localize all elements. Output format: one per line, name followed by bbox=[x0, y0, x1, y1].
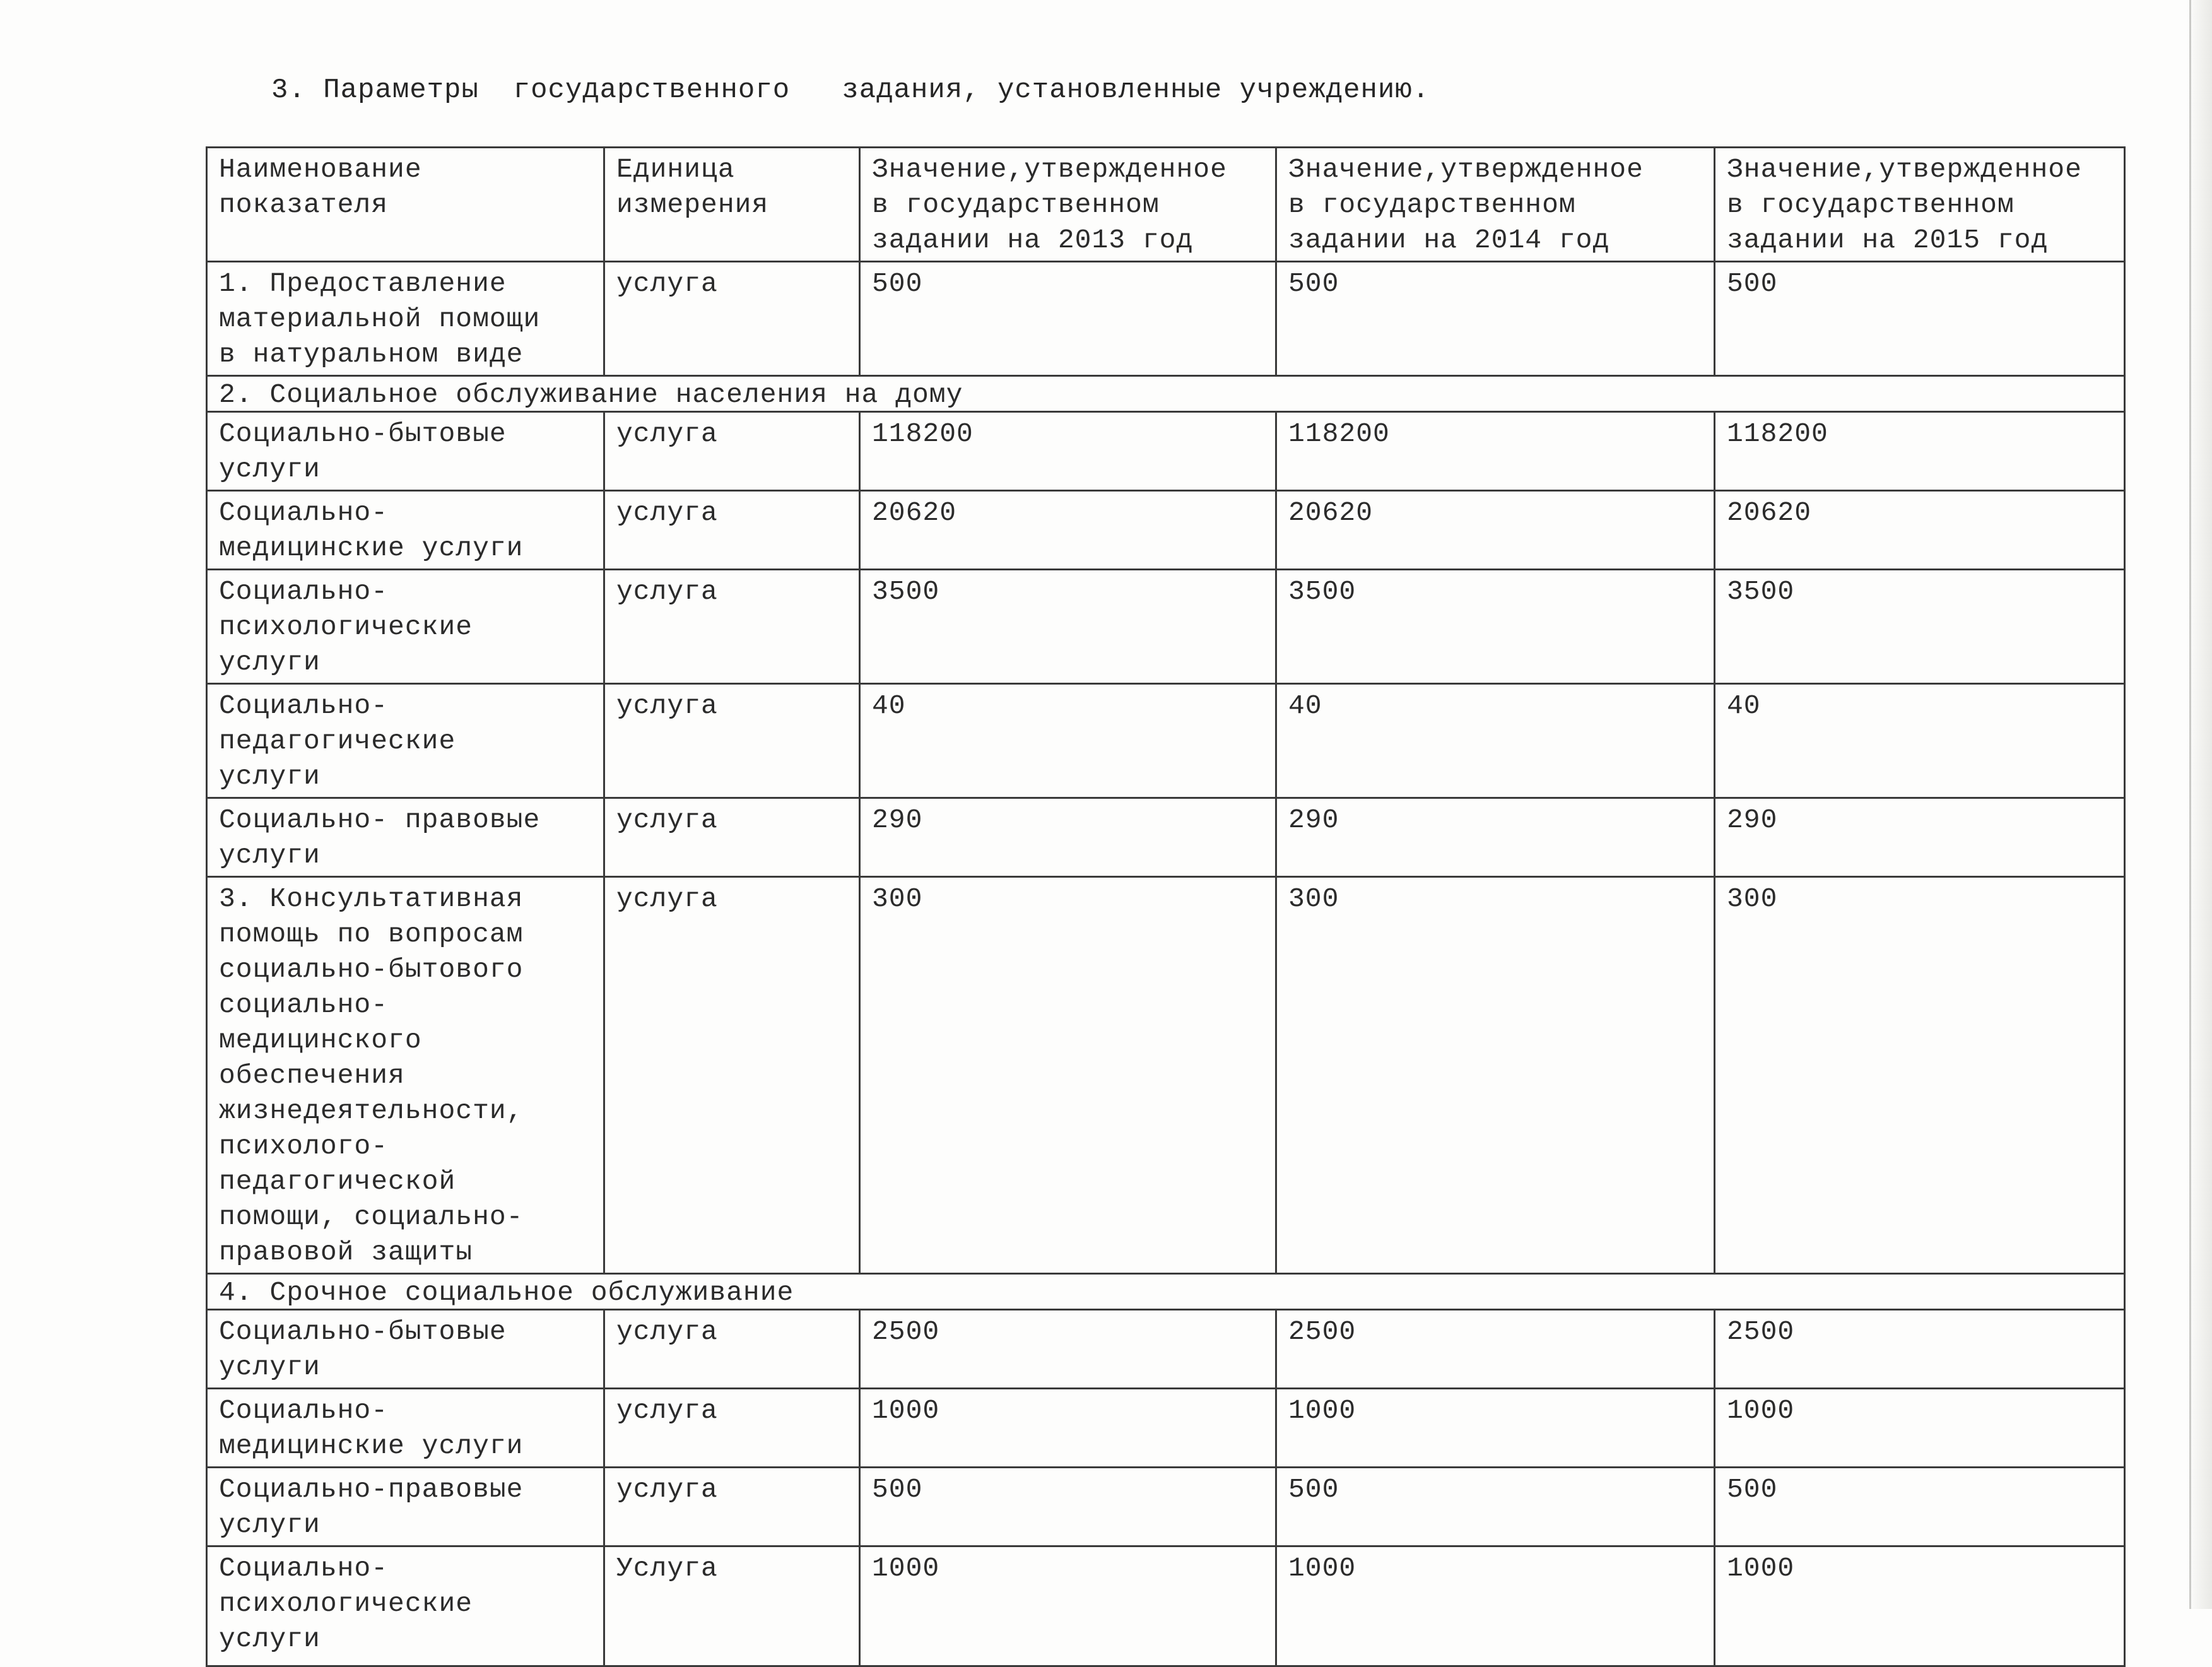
cell-value-2013 bbox=[860, 570, 1276, 684]
cell-value-2013 bbox=[860, 1310, 1276, 1389]
cell-indicator-name bbox=[207, 877, 604, 1274]
cell-indicator-name bbox=[207, 262, 604, 376]
cell-value-2013 bbox=[860, 684, 1276, 798]
indicator-name-text: Социально- педагогические услуги bbox=[219, 690, 456, 792]
cell-indicator-name bbox=[207, 798, 604, 877]
cell-value-2013 bbox=[860, 798, 1276, 877]
table-row bbox=[207, 570, 2125, 684]
value-2015-text: 1000 bbox=[1727, 1395, 1795, 1426]
header-value-2015-text: Значение,утвержденное в государственном задании на 2015 год bbox=[1727, 154, 2082, 256]
cell-unit bbox=[604, 1468, 860, 1546]
indicator-name-text: 1. Предоставление материальной помощи в натуральном виде bbox=[219, 268, 541, 370]
unit-text: Услуга bbox=[616, 1553, 718, 1584]
header-value-2013 bbox=[860, 148, 1276, 262]
cell-value-2015 bbox=[1715, 1546, 2125, 1666]
value-2014-text: 3500 bbox=[1288, 576, 1356, 607]
table-row bbox=[207, 412, 2125, 491]
value-2014-text: 40 bbox=[1288, 690, 1322, 721]
cell-value-2015 bbox=[1715, 798, 2125, 877]
unit-text: услуга bbox=[616, 804, 718, 835]
cell-indicator-name bbox=[207, 491, 604, 570]
header-value-2014-text: Значение,утвержденное в государственном задании на 2014 год bbox=[1288, 154, 1644, 256]
cell-value-2014 bbox=[1276, 262, 1715, 376]
value-2015-text: 1000 bbox=[1727, 1553, 1795, 1584]
value-2015-text: 300 bbox=[1727, 883, 1778, 914]
table-section-row bbox=[207, 1274, 2125, 1310]
value-2013-text: 1000 bbox=[872, 1395, 940, 1426]
value-2013-text: 500 bbox=[872, 268, 923, 299]
value-2013-text: 1000 bbox=[872, 1553, 940, 1584]
cell-indicator-name bbox=[207, 1546, 604, 1666]
unit-text: услуга bbox=[616, 883, 718, 914]
cell-value-2014 bbox=[1276, 798, 1715, 877]
cell-value-2014 bbox=[1276, 1389, 1715, 1468]
cell-value-2015 bbox=[1715, 491, 2125, 570]
value-2014-text: 300 bbox=[1288, 883, 1339, 914]
value-2014-text: 1000 bbox=[1288, 1395, 1356, 1426]
cell-value-2014 bbox=[1276, 1468, 1715, 1546]
indicator-name-text: Социально- психологические услуги bbox=[219, 1553, 473, 1654]
header-value-2015 bbox=[1715, 148, 2125, 262]
value-2013-text: 2500 bbox=[872, 1316, 940, 1347]
table-header-row bbox=[207, 148, 2125, 262]
cell-unit bbox=[604, 1310, 860, 1389]
value-2015-text: 290 bbox=[1727, 804, 1778, 835]
cell-value-2014 bbox=[1276, 491, 1715, 570]
cell-value-2015 bbox=[1715, 877, 2125, 1274]
indicator-name-text: Социально- психологические услуги bbox=[219, 576, 473, 678]
unit-text: услуга bbox=[616, 418, 718, 449]
cell-value-2014 bbox=[1276, 1546, 1715, 1666]
table-row bbox=[207, 684, 2125, 798]
cell-value-2014 bbox=[1276, 570, 1715, 684]
header-value-2013-text: Значение,утвержденное в государственном задании на 2013 год bbox=[872, 154, 1227, 256]
value-2015-text: 500 bbox=[1727, 1474, 1778, 1505]
table-row bbox=[207, 1310, 2125, 1389]
indicator-name-text: Социально-правовые услуги bbox=[219, 1474, 524, 1540]
scan-edge-line bbox=[2189, 0, 2191, 1609]
value-2015-text: 500 bbox=[1727, 268, 1778, 299]
indicator-name-text: Социально-бытовые услуги bbox=[219, 418, 507, 485]
unit-text: услуга bbox=[616, 576, 718, 607]
header-indicator-name-text: Наименование показателя bbox=[219, 154, 422, 220]
unit-text: услуга bbox=[616, 268, 718, 299]
cell-value-2013 bbox=[860, 1546, 1276, 1666]
table-row bbox=[207, 877, 2125, 1274]
unit-text: услуга bbox=[616, 1395, 718, 1426]
cell-unit bbox=[604, 798, 860, 877]
cell-value-2015 bbox=[1715, 262, 2125, 376]
table-row bbox=[207, 1389, 2125, 1468]
cell-value-2014 bbox=[1276, 412, 1715, 491]
cell-indicator-name bbox=[207, 570, 604, 684]
value-2013-text: 500 bbox=[872, 1474, 923, 1505]
cell-value-2013 bbox=[860, 491, 1276, 570]
value-2014-text: 500 bbox=[1288, 268, 1339, 299]
cell-indicator-name bbox=[207, 412, 604, 491]
indicator-name-text: Социально- медицинские услуги bbox=[219, 497, 524, 563]
value-2013-text: 290 bbox=[872, 804, 923, 835]
parameters-table bbox=[206, 146, 2126, 1667]
cell-value-2013 bbox=[860, 1468, 1276, 1546]
cell-indicator-name bbox=[207, 1468, 604, 1546]
cell-value-2014 bbox=[1276, 877, 1715, 1274]
cell-value-2015 bbox=[1715, 684, 2125, 798]
cell-unit bbox=[604, 1389, 860, 1468]
value-2014-text: 20620 bbox=[1288, 497, 1374, 528]
indicator-name-text: 3. Консультативная помощь по вопросам социально-бытового социально- медицинского обеспечения жизнедеятельности, психолого- педагогической помощи, социально- правовой защиты bbox=[219, 883, 524, 1268]
unit-text: услуга bbox=[616, 1316, 718, 1347]
value-2014-text: 290 bbox=[1288, 804, 1339, 835]
value-2013-text: 3500 bbox=[872, 576, 940, 607]
value-2014-text: 1000 bbox=[1288, 1553, 1356, 1584]
section-heading-cell bbox=[207, 376, 2125, 412]
cell-unit bbox=[604, 684, 860, 798]
header-indicator-name bbox=[207, 148, 604, 262]
cell-value-2015 bbox=[1715, 1310, 2125, 1389]
header-unit bbox=[604, 148, 860, 262]
indicator-name-text: Социально-бытовые услуги bbox=[219, 1316, 507, 1382]
cell-value-2014 bbox=[1276, 684, 1715, 798]
cell-value-2013 bbox=[860, 262, 1276, 376]
value-2013-text: 20620 bbox=[872, 497, 957, 528]
cell-value-2015 bbox=[1715, 1389, 2125, 1468]
value-2014-text: 500 bbox=[1288, 1474, 1339, 1505]
unit-text: услуга bbox=[616, 1474, 718, 1505]
cell-indicator-name bbox=[207, 1310, 604, 1389]
value-2015-text: 2500 bbox=[1727, 1316, 1795, 1347]
table-row bbox=[207, 491, 2125, 570]
indicator-name-text: Социально- правовые услуги bbox=[219, 804, 541, 871]
cell-value-2014 bbox=[1276, 1310, 1715, 1389]
value-2013-text: 40 bbox=[872, 690, 906, 721]
cell-value-2013 bbox=[860, 877, 1276, 1274]
cell-value-2015 bbox=[1715, 570, 2125, 684]
cell-value-2013 bbox=[860, 412, 1276, 491]
value-2015-text: 20620 bbox=[1727, 497, 1812, 528]
cell-value-2015 bbox=[1715, 412, 2125, 491]
value-2015-text: 118200 bbox=[1727, 418, 1828, 449]
table-row bbox=[207, 262, 2125, 376]
cell-unit bbox=[604, 877, 860, 1274]
table-row bbox=[207, 798, 2125, 877]
header-value-2014 bbox=[1276, 148, 1715, 262]
unit-text: услуга bbox=[616, 497, 718, 528]
cell-unit bbox=[604, 491, 860, 570]
cell-unit bbox=[604, 262, 860, 376]
section-heading: 4. Срочное социальное обслуживание bbox=[219, 1277, 794, 1308]
value-2014-text: 2500 bbox=[1288, 1316, 1356, 1347]
table-row bbox=[207, 1546, 2125, 1666]
value-2013-text: 118200 bbox=[872, 418, 974, 449]
cell-value-2013 bbox=[860, 1389, 1276, 1468]
section-title: 3. Параметры государственного задания, установленные учреждению. bbox=[271, 74, 1430, 106]
cell-unit bbox=[604, 570, 860, 684]
indicator-name-text: Социально- медицинские услуги bbox=[219, 1395, 524, 1461]
header-unit-text: Единица измерения bbox=[616, 154, 769, 220]
section-heading-cell bbox=[207, 1274, 2125, 1310]
value-2013-text: 300 bbox=[872, 883, 923, 914]
value-2015-text: 40 bbox=[1727, 690, 1761, 721]
value-2014-text: 118200 bbox=[1288, 418, 1390, 449]
table-section-row bbox=[207, 376, 2125, 412]
cell-unit bbox=[604, 1546, 860, 1666]
cell-value-2015 bbox=[1715, 1468, 2125, 1546]
unit-text: услуга bbox=[616, 690, 718, 721]
table-row bbox=[207, 1468, 2125, 1546]
cell-unit bbox=[604, 412, 860, 491]
section-heading: 2. Социальное обслуживание населения на дому bbox=[219, 379, 963, 410]
value-2015-text: 3500 bbox=[1727, 576, 1795, 607]
cell-indicator-name bbox=[207, 684, 604, 798]
cell-indicator-name bbox=[207, 1389, 604, 1468]
